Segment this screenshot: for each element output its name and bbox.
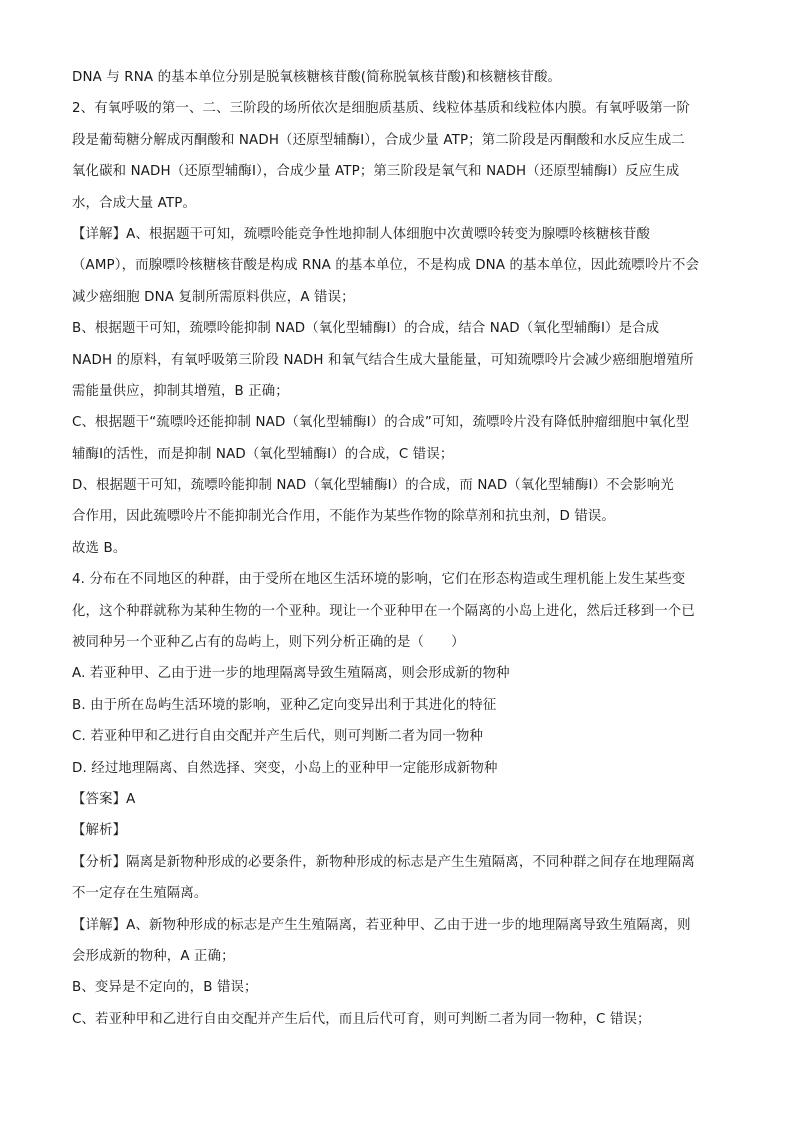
analysis-line: 【分析】隔离是新物种形成的必要条件，新物种形成的标志是产生生殖隔离，不同种群之间存在地理隔离 [72, 854, 695, 870]
text-line: C、若亚种甲和乙进行自由交配并产生后代，而且后代可育，则可判断二者为同一物种，C 错误； [72, 1011, 651, 1027]
option-b: B. 由于所在岛屿生活环境的影响，亚种乙定向变异出利于其进化的特征 [72, 697, 497, 713]
option-d: D. 经过地理隔离、自然选择、突变，小岛上的亚种甲一定能形成新物种 [72, 760, 498, 776]
text-line: 2、有氧呼吸的第一、二、三阶段的场所依次是细胞质基质、线粒体基质和线粒体内膜。有氧呼吸第一阶 [72, 101, 690, 117]
text-line: B、变异是不定向的，B 错误； [72, 980, 258, 996]
analysis-heading: 【解析】 [72, 823, 127, 839]
document-page [72, 62, 722, 1035]
text-line: 需能量供应，抑制其增殖，B 正确； [72, 383, 289, 399]
text-line: 故选 B。 [72, 540, 127, 556]
option-a: A. 若亚种甲、乙由于进一步的地理隔离导致生殖隔离，则会形成新的物种 [72, 666, 510, 682]
text-line: 合作用，因此巯嘌呤片不能抑制光合作用，不能作为某些作物的除草剂和抗虫剂，D 错误。 [72, 509, 615, 525]
question-stem-line: 化，这个种群就称为某种生物的一个亚种。现让一个亚种甲在一个隔离的小岛上进化，然后迁移到一个已 [72, 603, 695, 619]
detail-line: 【详解】A、新物种形成的标志是产生生殖隔离，若亚种甲、乙由于进一步的地理隔离导致生殖隔离，则 [72, 917, 691, 933]
text-line: 水，合成大量 ATP。 [72, 195, 197, 211]
text-line: DNA 与 RNA 的基本单位分别是脱氧核糖核苷酸(简称脱氧核苷酸)和核糖核苷酸。 [72, 70, 562, 85]
question-stem-line: 4. 分布在不同地区的种群，由于受所在地区生活环境的影响，它们在形态构造或生理机能上发生某些变 [72, 572, 686, 588]
text-line: NADH 的原料，有氧呼吸第三阶段 NADH 和氧气结合生成大量能量，可知巯嘌呤片会减少癌细胞增殖所 [72, 352, 694, 368]
text-line: 减少癌细胞 DNA 复制所需原料供应，A 错误； [72, 289, 355, 305]
text-line: 不一定存在生殖隔离。 [72, 886, 208, 902]
option-c: C. 若亚种甲和乙进行自由交配并产生后代，则可判断二者为同一物种 [72, 729, 483, 745]
answer-line: 【答案】A [72, 791, 136, 807]
text-line: 辅酶Ⅰ的活性，而是抑制 NAD（氧化型辅酶Ⅰ）的合成，C 错误； [72, 446, 454, 462]
text-line: B、根据题干可知，巯嘌呤能抑制 NAD（氧化型辅酶Ⅰ）的合成，结合 NAD（氧化型辅酶Ⅰ）是合成 [72, 321, 660, 337]
question-stem-line: 被同种另一个亚种乙占有的岛屿上，则下列分析正确的是（ ） [72, 635, 465, 651]
text-line: 会形成新的物种，A 正确； [72, 948, 235, 964]
detail-line: 【详解】A、根据题干可知，巯嘌呤能竞争性地抑制人体细胞中次黄嘌呤转变为腺嘌呤核糖核苷酸 [72, 226, 651, 242]
text-line: （AMP），而腺嘌呤核糖核苷酸是构成 RNA 的基本单位，不是构成 DNA 的基本单位，因此巯嘌呤片不会 [72, 258, 700, 274]
text-line: 段是葡萄糖分解成丙酮酸和 NADH（还原型辅酶Ⅰ），合成少量 ATP；第二阶段是丙酮酸和水反应生成二 [72, 132, 685, 148]
text-line: C、根据题干“巯嘌呤还能抑制 NAD（氧化型辅酶Ⅰ）的合成”可知，巯嘌呤片没有降低肿瘤细胞中氧化型 [72, 415, 690, 431]
text-line: D、根据题干可知，巯嘌呤能抑制 NAD（氧化型辅酶Ⅰ）的合成，而 NAD（氧化型辅酶Ⅰ）不会影响光 [72, 478, 674, 494]
text-line: 氧化碳和 NADH（还原型辅酶Ⅰ），合成少量 ATP；第三阶段是氧气和 NADH（还原型辅酶Ⅰ）反应生成 [72, 164, 680, 180]
